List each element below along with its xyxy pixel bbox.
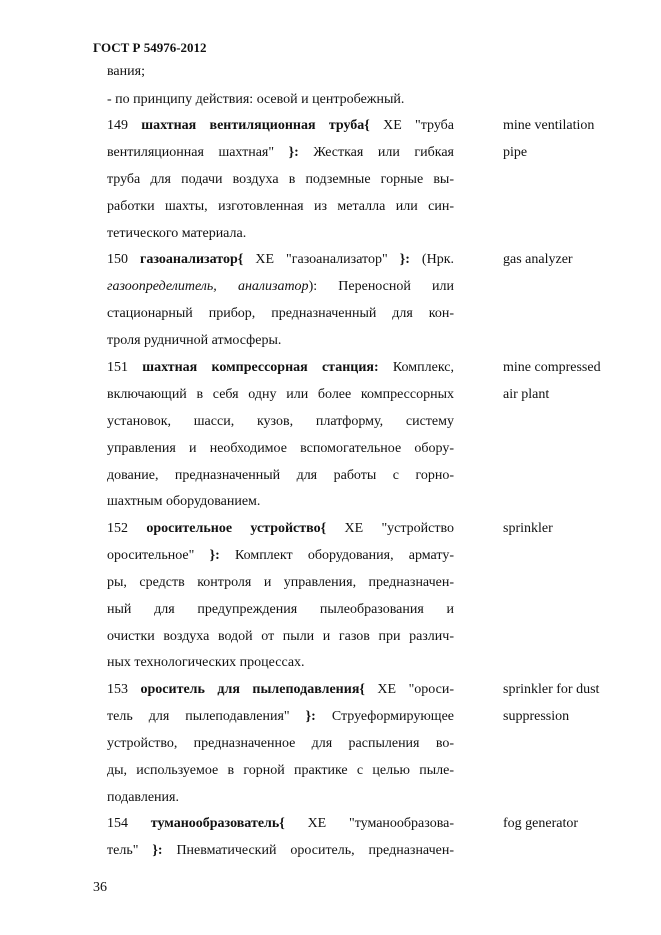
text-line: троля рудничной атмосферы. xyxy=(107,333,282,348)
document-header: ГОСТ Р 54976-2012 xyxy=(93,40,207,55)
text-line: ры, средств контроля и управления, предназначен- xyxy=(107,575,454,590)
english-term-151: mine compressed xyxy=(503,360,601,375)
text-line: управления и необходимое вспомогательное обору- xyxy=(107,441,454,456)
term-151: шахтная компрессорная станция: xyxy=(142,360,379,375)
term-152: оросительное устройство{ xyxy=(146,521,327,536)
term-150: газоанализатор{ xyxy=(140,252,244,267)
english-term-149: mine ventilation xyxy=(503,118,595,133)
term-entry-154-line: 154 туманообразователь{ ХЕ "туманообразова- xyxy=(107,816,454,831)
term-entry-153-line: 153 ороситель для пылеподавления{ ХЕ "ороси- xyxy=(107,682,454,697)
text-line: ных технологических процессах. xyxy=(107,655,305,670)
english-term-153: sprinkler for dust xyxy=(503,682,600,697)
text-line: установок, шасси, кузов, платформу, систему xyxy=(107,414,454,429)
text-line: - по принципу действия: осевой и центробежный. xyxy=(107,92,405,107)
english-term-154: fog generator xyxy=(503,816,579,831)
term-149: шахтная вентиляционная труба{ xyxy=(141,118,370,133)
text-line: тетического материала. xyxy=(107,226,247,241)
text-line: шахтным оборудованием. xyxy=(107,494,261,509)
text-line: газоопределитель, анализатор): Переносной или xyxy=(107,279,454,294)
english-term-149: pipe xyxy=(503,145,528,160)
text-line: ный для предупреждения пылеобразования и xyxy=(107,602,454,617)
term-153: ороситель для пылеподавления{ xyxy=(140,682,365,697)
term-entry-152-line: 152 оросительное устройство{ ХЕ "устройство xyxy=(107,521,455,536)
text-line: дование, предназначенный для работы с горно- xyxy=(107,468,454,483)
text-line: оросительное" }: Комплект оборудования, армату- xyxy=(107,548,454,563)
page-number: 36 xyxy=(93,880,107,895)
text-line: тель для пылеподавления" }: Струеформирующее xyxy=(107,709,454,724)
text-line: труба для подачи воздуха в подземные горные вы- xyxy=(107,172,454,187)
english-term-150: gas analyzer xyxy=(503,252,573,267)
term-154: туманообразователь{ xyxy=(150,816,285,831)
term-entry-151-line: 151 шахтная компрессорная станция: Комплекс, xyxy=(107,360,455,375)
english-term-153: suppression xyxy=(503,709,570,724)
term-entry-150-line: 150 газоанализатор{ ХЕ "газоанализатор" }: (Нрк. xyxy=(107,252,455,267)
text-line: вания; xyxy=(107,64,145,79)
text-line: ды, используемое в горной практике с целью пыле- xyxy=(107,763,454,778)
term-entry-149-line: 149 шахтная вентиляционная труба{ ХЕ "труба xyxy=(107,118,454,133)
english-term-151: air plant xyxy=(503,387,550,402)
text-line: вентиляционная шахтная" }: Жесткая или гибкая xyxy=(107,145,454,160)
text-line: подавления. xyxy=(107,790,179,805)
text-line: включающий в себя одну или более компрессорных xyxy=(107,387,454,402)
english-term-152: sprinkler xyxy=(503,521,553,536)
text-line: тель" }: Пневматический ороситель, предназначен- xyxy=(107,843,454,858)
text-line: работки шахты, изготовленная из металла или син- xyxy=(107,199,454,214)
text-line: очистки воздуха водой от пыли и газов при различ- xyxy=(107,629,454,644)
text-line: устройство, предназначенное для распыления во- xyxy=(107,736,454,751)
text-line: стационарный прибор, предназначенный для кон- xyxy=(107,306,454,321)
